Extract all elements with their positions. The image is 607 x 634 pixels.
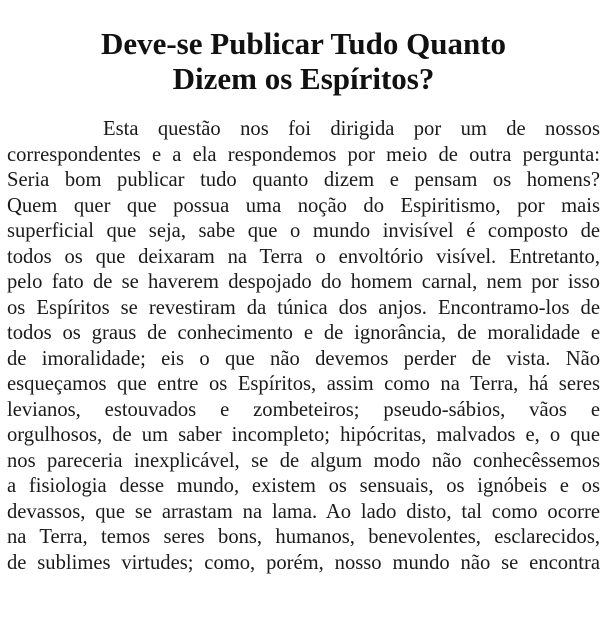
- paragraph-line: de imoralidade; eis o que não devemos perder de vista. Não: [7, 347, 600, 370]
- page-title-line-1: Deve-se Publicar Tudo Quanto: [100, 26, 507, 61]
- body-paragraph: [7, 117, 600, 576]
- paragraph-line: levianos, estouvados e zombeteiros; pseudo-sábios, vãos e: [7, 398, 600, 421]
- paragraph-line: superficial que seja, sabe que o mundo invisível é composto de: [7, 220, 600, 242]
- paragraph-line: pelo fato de se haverem despojado do homem carnal, nem por isso: [7, 271, 600, 293]
- paragraph-line: esqueçamos que entre os Espíritos, assim como na Terra, há seres: [7, 373, 600, 395]
- paragraph-line: todos os que deixaram na Terra o envoltório visível. Entretanto,: [7, 245, 600, 268]
- paragraph-line: na Terra, temos seres bons, humanos, benevolentes, esclarecidos,: [7, 526, 600, 548]
- paragraph-line: Seria bom publicar tudo quanto dizem e pensam os homens?: [7, 169, 600, 191]
- paragraph-line: orgulhosos, de um saber incompleto; hipócritas, malvados e, o que: [7, 424, 600, 446]
- paragraph-line: todos os graus de conhecimento e de ignorância, de moralidade e: [7, 322, 600, 344]
- paragraph-line: a fisiologia desse mundo, existem os sensuais, os ignóbeis e os: [7, 475, 600, 497]
- page-title-line-2: Dizem os Espíritos?: [172, 61, 435, 96]
- paragraph-line: Quem quer que possua uma noção do Espiritismo, por mais: [7, 194, 600, 217]
- paragraph-line: de sublimes virtudes; como, porém, nosso mundo não se encontra: [7, 551, 600, 574]
- paragraph-line: nos pareceria inexplicável, se de algum modo não conhecêssemos: [7, 449, 600, 472]
- paragraph-line: correspondentes e a ela respondemos por meio de outra pergunta:: [7, 143, 600, 166]
- paragraph-line: os Espíritos se revestiram da túnica dos anjos. Encontramo-los de: [7, 296, 600, 319]
- paragraph-line: Esta questão nos foi dirigida por um de nossos: [103, 118, 600, 140]
- paragraph-line: devassos, que se arrastam na lama. Ao lado disto, tal como ocorre: [7, 500, 600, 523]
